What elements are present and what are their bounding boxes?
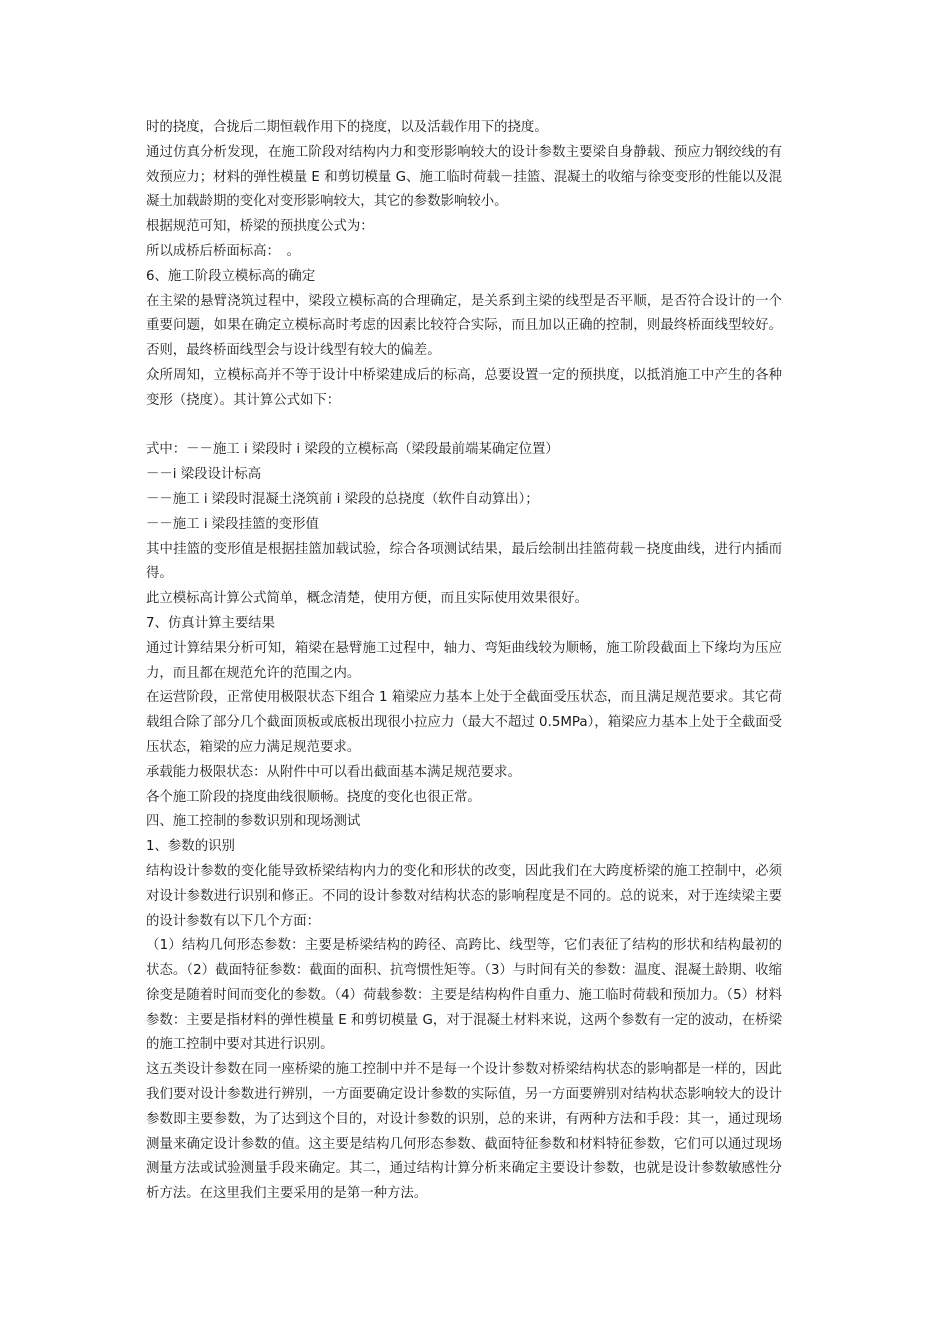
paragraph: 所以成桥后桥面标高： 。 — [146, 243, 300, 259]
section-heading: 6、施工阶段立模标高的确定 — [146, 268, 316, 284]
paragraph: 通过仿真分析发现，在施工阶段对结构内力和变形影响较大的设计参数主要梁自身静载、预应力钢绞线的有效预应力；材料的弹性模量 E 和剪切模量 G、施工临时荷载－挂篮、混凝土的收缩与徐变变形的性能以及混凝土加载龄期的变化对变形影响较大，其它的参数影响较小。 — [146, 144, 782, 210]
blank-line — [146, 414, 782, 439]
paragraph: 这五类设计参数在同一座桥梁的施工控制中并不是每一个设计参数对桥梁结构状态的影响都是一样的，因此我们要对设计参数进行辨别，一方面要确定设计参数的实际值，另一方面要辨别对结构状态影响较大的设计参数即主要参数，为了达到这个目的，对设计参数的识别，总的来讲，有两种方法和手段：其一，通过现场测量来确定设计参数的值。这主要是结构几何形态参数、截面特征参数和材料特征参数，它们可以通过现场测量方法或试验测量手段来确定。其二，通过结构计算分析来确定主要设计参数，也就是设计参数敏感性分析方法。在这里我们主要采用的是第一种方法。 — [146, 1062, 782, 1202]
paragraph: 众所周知，立模标高并不等于设计中桥梁建成后的标高，总要设置一定的预拱度，以抵消施工中产生的各种变形（挠度）。其计算公式如下： — [146, 367, 782, 408]
paragraph: 此立模标高计算公式简单，概念清楚，使用方便，而且实际使用效果很好。 — [146, 591, 588, 607]
paragraph: 根据规范可知，桥梁的预拱度公式为： — [146, 219, 374, 235]
paragraph: 式中：－－施工 i 梁段时 i 梁段的立模标高（梁段最前端某确定位置） — [146, 442, 559, 458]
paragraph: （1）结构几何形态参数：主要是桥梁结构的跨径、高跨比、线型等，它们表征了结构的形状和结构最初的状态。（2）截面特征参数：截面的面积、抗弯惯性矩等。（3）与时间有关的参数：温度、混凝土龄期、收缩徐变是随着时间而变化的参数。（4）荷载参数：主要是结构构件自重力、施工临时荷载和预加力。（5）材料参数：主要是指材料的弹性模量 E 和剪切模量 G，对于混凝土材料来说，这两个参数有一定的波动，在桥梁的施工控制中要对其进行识别。 — [146, 938, 782, 1053]
paragraph: －－施工 i 梁段挂篮的变形值 — [146, 516, 319, 532]
paragraph: 在主梁的悬臂浇筑过程中，梁段立模标高的合理确定，是关系到主梁的线型是否平顺，是否符合设计的一个重要问题，如果在确定立模标高时考虑的因素比较符合实际，而且加以正确的控制，则最终桥面线型较好。否则，最终桥面线型会与设计线型有较大的偏差。 — [146, 293, 782, 359]
paragraph: －－施工 i 梁段时混凝土浇筑前 i 梁段的总挠度（软件自动算出）； — [146, 491, 539, 507]
paragraph: 时的挠度，合拢后二期恒载作用下的挠度，以及活载作用下的挠度。 — [146, 120, 548, 135]
paragraph: 结构设计参数的变化能导致桥梁结构内力的变化和形状的改变，因此我们在大跨度桥梁的施工控制中，必须对设计参数进行识别和修正。不同的设计参数对结构状态的影响程度是不同的。总的说来，对于连续梁主要的设计参数有以下几个方面： — [146, 863, 782, 929]
paragraph: －－i 梁段设计标高 — [146, 467, 262, 483]
section-heading: 1、参数的识别 — [146, 839, 235, 855]
section-heading: 四、施工控制的参数识别和现场测试 — [146, 814, 361, 830]
paragraph: 各个施工阶段的挠度曲线很顺畅。挠度的变化也很正常。 — [146, 789, 481, 805]
paragraph: 通过计算结果分析可知，箱梁在悬臂施工过程中，轴力、弯矩曲线较为顺畅，施工阶段截面上下缘均为压应力，而且都在规范允许的范围之内。 — [146, 640, 782, 681]
paragraph: 承载能力极限状态：从附件中可以看出截面基本满足规范要求。 — [146, 764, 521, 780]
document-body — [146, 116, 782, 1207]
paragraph: 其中挂篮的变形值是根据挂篮加载试验，综合各项测试结果，最后绘制出挂篮荷载－挠度曲线，进行内插而得。 — [146, 541, 782, 582]
paragraph: 在运营阶段，正常使用极限状态下组合 1 箱梁应力基本上处于全截面受压状态，而且满足规范要求。其它荷载组合除了部分几个截面顶板或底板出现很小拉应力（最大不超过 0.5MPa），箱梁应力基本上处于全截面受压状态，箱梁的应力满足规范要求。 — [146, 690, 782, 755]
section-heading: 7、仿真计算主要结果 — [146, 615, 276, 631]
